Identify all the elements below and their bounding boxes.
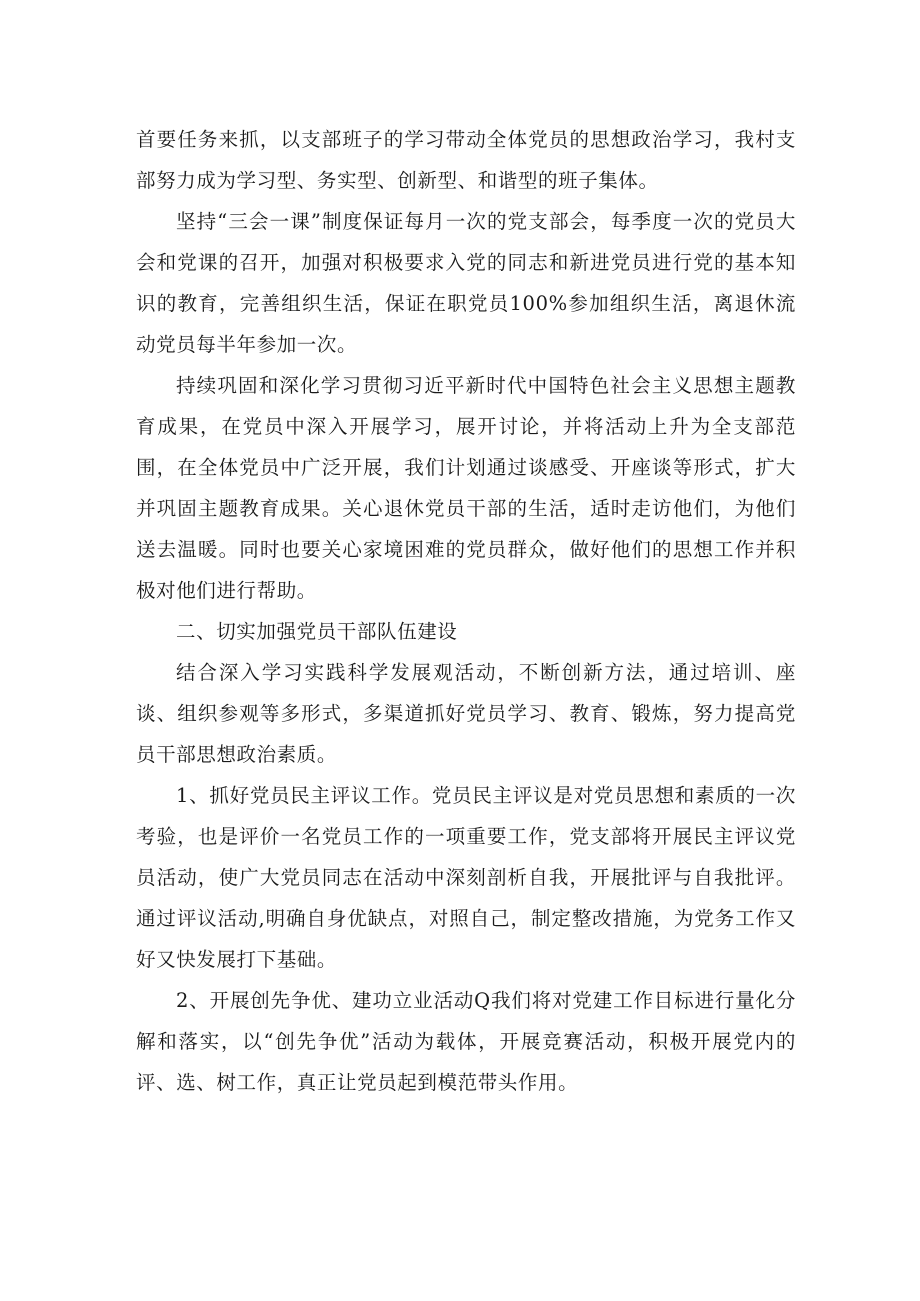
section-heading: 二、切实加强党员干部队伍建设	[176, 620, 458, 643]
paragraph-three-meetings: 坚持“三会一课”制度保证每月一次的党支部会，每季度一次的党员大会和党课的召开，加强对积极要求入党的同志和新进党员进行党的基本知识的教育，完善组织生活，保证在职党员100%参加组织生活，离退休流动党员每半年参加一次。	[136, 210, 796, 356]
document-body	[136, 119, 796, 1103]
paragraph-training: 结合深入学习实践科学发展观活动，不断创新方法，通过培训、座谈、组织参观等多形式，多渠道抓好党员学习、教育、锻炼，努力提高党员干部思想政治素质。	[136, 661, 796, 766]
paragraph-continuation: 首要任务来抓，以支部班子的学习带动全体党员的思想政治学习，我村支部努力成为学习型、务实型、创新型、和谐型的班子集体。	[136, 128, 796, 192]
paragraph-democratic-review: 1、抓好党员民主评议工作。党员民主评议是对党员思想和素质的一次考验，也是评价一名党员工作的一项重要工作，党支部将开展民主评议党员活动，使广大党员同志在活动中深刻剖析自我，开展批评与自我批评。通过评议活动,明确自身优缺点，对照自己，制定整改措施，为党务工作又好又快发展打下基础。	[136, 784, 796, 971]
paragraph-excellence-activity: 2、开展创先争优、建功立业活动Q我们将对党建工作目标进行量化分解和落实，以“创先争优”活动为载体，开展竞赛活动，积极开展党内的评、选、树工作，真正让党员起到模范带头作用。	[136, 989, 796, 1094]
paragraph-theme-education: 持续巩固和深化学习贯彻习近平新时代中国特色社会主义思想主题教育成果，在党员中深入开展学习，展开讨论，并将活动上升为全支部范围，在全体党员中广泛开展，我们计划通过谈感受、开座谈等形式，扩大并巩固主题教育成果。关心退休党员干部的生活，适时走访他们，为他们送去温暖。同时也要关心家境困难的党员群众，做好他们的思想工作并积极对他们进行帮助。	[136, 374, 796, 602]
